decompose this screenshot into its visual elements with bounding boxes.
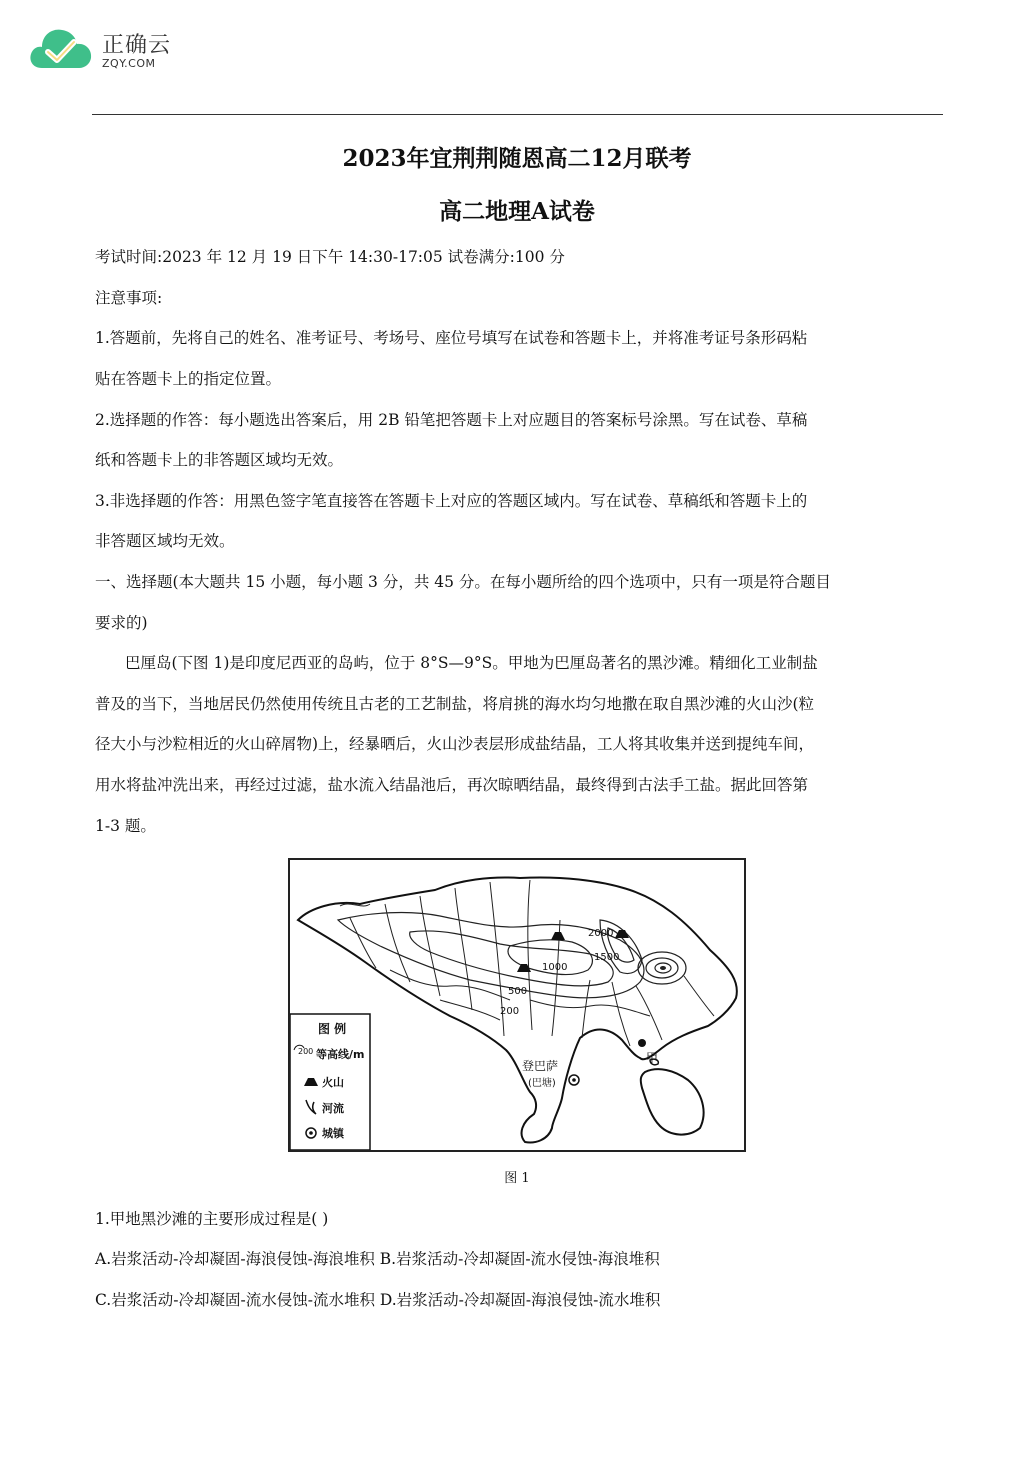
question-options-cd: C.岩浆活动-冷却凝固-流水侵蚀-流水堆积 D.岩浆活动-冷却凝固-海浪侵蚀-流水堆积 xyxy=(95,1291,661,1309)
note-line: 非答题区域均无效。 xyxy=(95,532,235,550)
exam-title: 2023年宜荆荆随恩高二12月联考 xyxy=(342,145,692,172)
site-label: 甲 xyxy=(646,1051,659,1065)
contour-label-1500: 1500 xyxy=(594,952,620,963)
notes-heading: 注意事项: xyxy=(95,289,163,307)
exam-subtitle: 高二地理A试卷 xyxy=(439,198,595,225)
cloud-check-icon xyxy=(28,22,94,72)
question-options-ab: A.岩浆活动-冷却凝固-海浪侵蚀-海浪堆积 B.岩浆活动-冷却凝固-流水侵蚀-海浪堆积 xyxy=(95,1250,660,1268)
passage-line: 1-3 题。 xyxy=(95,817,156,835)
header-rule xyxy=(92,114,943,115)
section-heading-cont: 要求的) xyxy=(95,614,148,632)
question-stem: 1.甲地黑沙滩的主要形成过程是( ) xyxy=(95,1210,329,1228)
logo-domain: ZQY.COM xyxy=(102,57,156,70)
note-line: 2.选择题的作答：每小题选出答案后，用 2B 铅笔把答题卡上对应题目的答案标号涂黑。写在试卷、草稿 xyxy=(95,411,808,429)
note-line: 1.答题前，先将自己的姓名、准考证号、考场号、座位号填写在试卷和答题卡上，并将准考证号条形码粘 xyxy=(95,329,808,347)
legend-contour-sample: 200 xyxy=(298,1047,314,1056)
contour-label-500: 500 xyxy=(508,986,528,997)
zqy-logo xyxy=(28,22,188,74)
passage-line: 用水将盐冲洗出来，再经过过滤，盐水流入结晶池后，再次晾晒结晶，最终得到古法手工盐。据此回答第 xyxy=(95,776,809,794)
site-marker xyxy=(638,1039,646,1047)
figure-caption: 图 1 xyxy=(504,1171,530,1186)
legend-title: 图 例 xyxy=(318,1022,347,1036)
note-line: 纸和答题卡上的非答题区域均无效。 xyxy=(95,451,344,469)
passage-line: 普及的当下，当地居民仍然使用传统且古老的工艺制盐，将肩挑的海水均匀地撒在取自黑沙滩的火山沙(粒 xyxy=(95,695,815,713)
legend-river: 河流 xyxy=(322,1102,344,1115)
legend-town: 城镇 xyxy=(322,1127,344,1140)
exam-meta: 考试时间:2023 年 12 月 19 日下午 14:30-17:05 试卷满分:100 分 xyxy=(95,248,565,266)
contour-label-1000: 1000 xyxy=(542,962,568,973)
section-heading: 一、选择题(本大题共 15 小题，每小题 3 分，共 45 分。在每小题所给的四个选项中，只有一项是符合题目 xyxy=(95,573,831,591)
note-line: 3.非选择题的作答：用黑色签字笔直接答在答题卡上对应的答题区域内。写在试卷、草稿纸和答题卡上的 xyxy=(95,492,808,510)
small-island xyxy=(641,1069,704,1134)
contour-label-200: 200 xyxy=(500,1006,520,1017)
passage-line: 巴厘岛(下图 1)是印度尼西亚的岛屿，位于 8°S—9°S。甲地为巴厘岛著名的黑沙滩。精细化工业制盐 xyxy=(125,654,818,672)
legend-contour: 等高线/m xyxy=(316,1048,365,1061)
passage-line: 径大小与沙粒相近的火山碎屑物)上，经暴晒后，火山沙表层形成盐结晶，工人将其收集并送到提纯车间， xyxy=(95,735,815,753)
contour-label-2000: 2000 xyxy=(588,928,614,939)
logo-name: 正确云 xyxy=(102,33,172,58)
city-alt-label: (巴塘) xyxy=(528,1078,556,1089)
bali-map xyxy=(288,858,746,1152)
legend-volcano: 火山 xyxy=(322,1076,344,1089)
city-label: 登巴萨 xyxy=(522,1059,559,1073)
note-line: 贴在答题卡上的指定位置。 xyxy=(95,370,282,388)
